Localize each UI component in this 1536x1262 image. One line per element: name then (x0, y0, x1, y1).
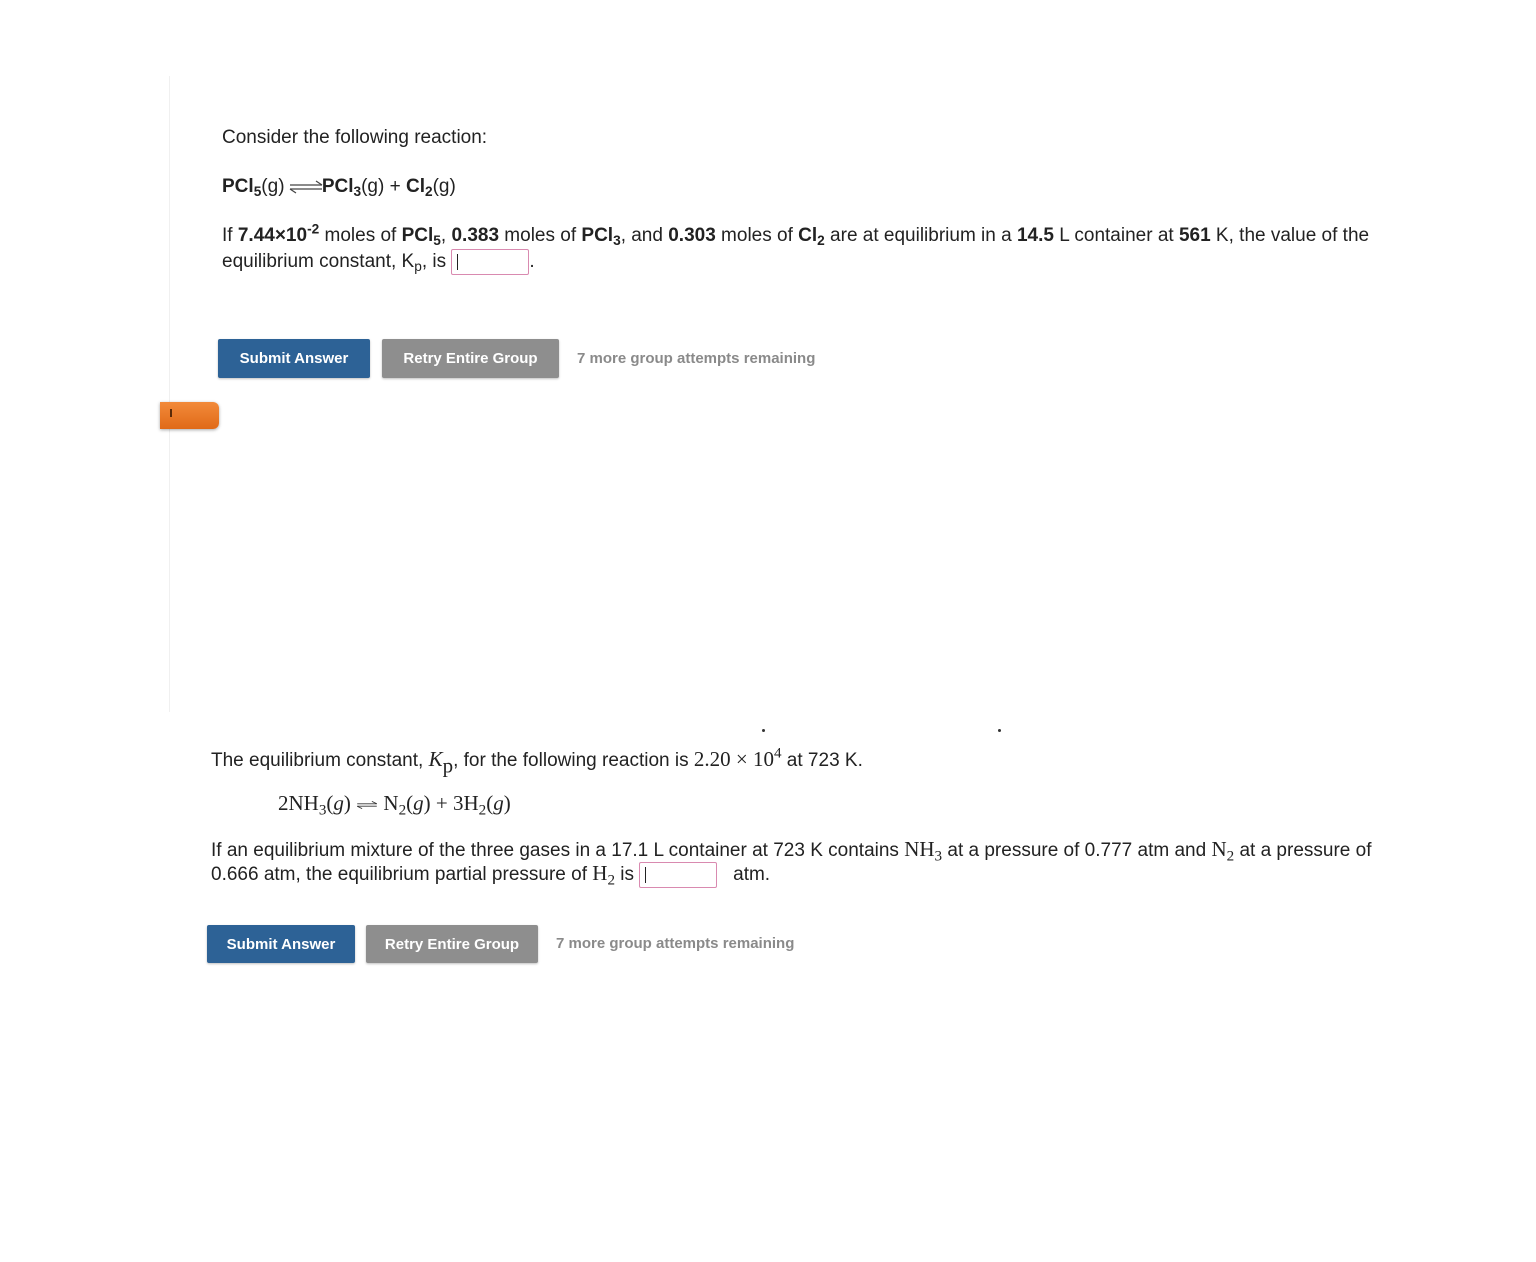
q2-answer-input[interactable] (639, 862, 717, 888)
q2-retry-entire-group-button[interactable]: Retry Entire Group (366, 925, 538, 963)
q2-attempts-remaining: 7 more group attempts remaining (556, 935, 795, 952)
q2-intro: The equilibrium constant, $K_p$, for the following reaction is $2.20 \times 10^4$ at 723 K. (211, 745, 863, 778)
equilibrium-arrow-icon (356, 798, 378, 812)
q2-problem-line-2: 0.666 atm, the equilibrium partial pressure of $H_2$ is atm. (211, 861, 771, 889)
q1-reaction-equation: PCl$_5$(g) $PCl_3(g) + Cl_2(g)$ (222, 176, 456, 200)
q1-problem-line-2: equilibrium constant, $K_p$, is . (222, 249, 535, 275)
q2-submit-answer-button[interactable]: Submit Answer (207, 925, 355, 963)
q1-answer-input[interactable] (451, 249, 529, 275)
q1-attempts-remaining: 7 more group attempts remaining (577, 350, 816, 367)
divider-dot (998, 729, 1001, 732)
equilibrium-arrow-icon (288, 180, 324, 194)
q2-reaction-equation: $2NH_3(g) N_2(g) + 3H_2(g)$ (278, 791, 511, 819)
q1-intro: Consider the following reaction: (222, 127, 488, 148)
q1-submit-answer-button[interactable]: Submit Answer (218, 339, 370, 378)
left-panel-divider (169, 76, 170, 712)
divider-dot (762, 729, 765, 732)
q1-retry-entire-group-button[interactable]: Retry Entire Group (382, 339, 559, 378)
side-tab-button[interactable] (160, 402, 219, 429)
q2-problem-line-1: If an equilibrium mixture of the three gases in a 17.1 L container at 723 K contains $NH_3$ at a pressure of 0.777 atm and $N_2$ at a pressure of (211, 837, 1372, 865)
q1-problem-line-1: If $7.44\times 10^{-2}$ moles of PCl$_5$, 0.383 moles of PCl$_3$, and 0.303 moles of $Cl_2$ are at equilibrium in a 14.5 L container at 561 K, the value of the (222, 221, 1370, 249)
